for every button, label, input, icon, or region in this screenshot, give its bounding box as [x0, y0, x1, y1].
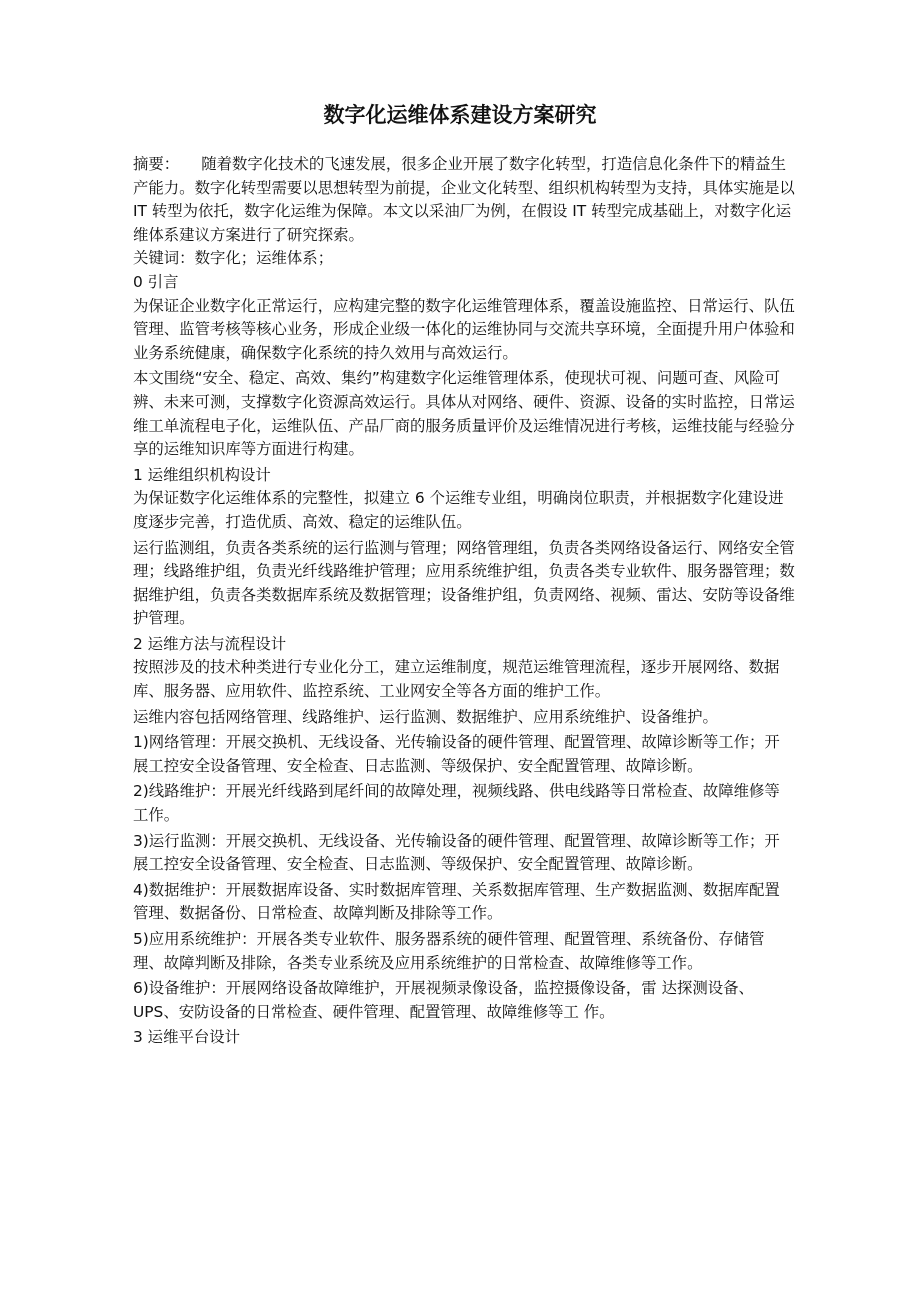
section-heading: 2 运维方法与流程设计 — [133, 634, 287, 653]
document-title: 数字化运维体系建设方案研究 — [323, 103, 597, 127]
abstract-label: 摘要： — [133, 155, 180, 173]
paragraph: 运行监测组，负责各类系统的运行监测与管理；网络管理组，负责各类网络设备运行、网络安全管理；线路维护组，负责光纤线路维护管理；应用系统维护组，负责各类专业软件、服务器管理；数据维护组，负责各类数据库系统及数据管理；设备维护组，负责网络、视频、雷达、安防等设备维护管理。 — [133, 538, 795, 628]
abstract — [133, 153, 795, 247]
list-item: 2)线路维护：开展光纤线路到尾纤间的故障处理，视频线路、供电线路等日常检查、故障维修等工作。 — [133, 782, 780, 825]
list-item: 4)数据维护：开展数据库设备、实时数据库管理、关系数据库管理、生产数据监测、数据库配置管理、数据备份、日常检查、故障判断及排除等工作。 — [133, 880, 780, 923]
section-heading: 0 引言 — [133, 272, 179, 291]
list-item: 1)网络管理：开展交换机、无线设备、光传输设备的硬件管理、配置管理、故障诊断等工作；开展工控安全设备管理、安全检查、日志监测、等级保护、安全配置管理、故障诊断。 — [133, 733, 780, 775]
paragraph: 为保证数字化运维体系的完整性，拟建立 6 个运维专业组，明确岗位职责，并根据数字化建设进度逐步完善，打造优质、高效、稳定的运维队伍。 — [133, 489, 784, 531]
paragraph: 为保证企业数字化正常运行，应构建完整的数字化运维管理体系，覆盖设施监控、日常运行、队伍管理、监管考核等核心业务，形成企业级一体化的运维协同与交流共享环境，全面提升用户体验和业务系统健康，确保数字化系统的持久效用与高效运行。 — [133, 296, 795, 362]
list-item: 3)运行监测：开展交换机、无线设备、光传输设备的硬件管理、配置管理、故障诊断等工作；开展工控安全设备管理、安全检查、日志监测、等级保护、安全配置管理、故障诊断。 — [133, 831, 780, 874]
section-heading: 3 运维平台设计 — [133, 1028, 241, 1047]
abstract-text: 随着数字化技术的飞速发展，很多企业开展了数字化转型，打造信息化条件下的精益生产能力。数字化转型需要以思想转型为前提，企业文化转型、组织机构转型为支持，具体实施是以 IT 转型为依托，数字化运维为保障。本文以采油厂为例，在假设 IT 转型完成基础上，对数字化运维体系建议方案进行了研究探索。 — [133, 155, 795, 244]
paragraph: 本文围绕“安全、稳定、高效、集约”构建数字化运维管理体系，使现状可视、问题可查、风险可辨、未来可测，支撑数字化资源高效运行。具体从对网络、硬件、资源、设备的实时监控，日常运维工单流程电子化，运维队伍、产品厂商的服务质量评价及运维情况进行考核，运维技能与经验分享的运维知识库等方面进行构建。 — [133, 369, 795, 459]
paragraph: 按照涉及的技术种类进行专业化分工，建立运维制度，规范运维管理流程，逐步开展网络、数据库、服务器、应用软件、监控系统、工业网安全等各方面的维护工作。 — [133, 658, 780, 701]
list-item: 5)应用系统维护：开展各类专业软件、服务器系统的硬件管理、配置管理、系统备份、存储管理、故障判断及排除，各类专业系统及应用系统维护的日常检查、故障维修等工作。 — [133, 930, 765, 972]
list-item: 6)设备维护：开展网络设备故障维护，开展视频录像设备，监控摄像设备，雷 达探测设备、 UPS、安防设备的日常检查、硬件管理、配置管理、故障维修等工 作。 — [133, 979, 754, 1021]
keywords: 关键词：数字化；运维体系； — [133, 249, 334, 268]
document-body — [133, 153, 795, 1050]
section-heading: 1 运维组织机构设计 — [133, 465, 271, 484]
paragraph: 运维内容包括网络管理、线路维护、运行监测、数据维护、应用系统维护、设备维护。 — [133, 707, 718, 726]
